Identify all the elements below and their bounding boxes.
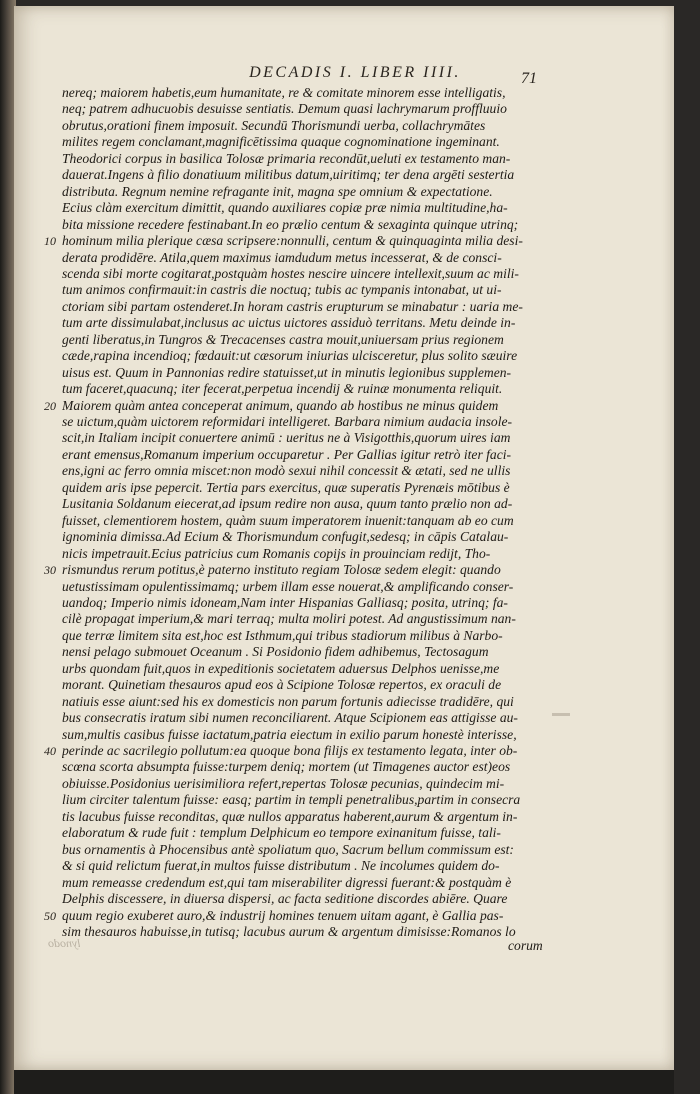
text-line: lium circiter talentum fuisse: easq; partim in templi penetralibus,partim in consecra: [62, 792, 521, 808]
bleed-through-text: lynodo: [48, 936, 81, 950]
text-line: & si quid relictum fuerat,in multos fuisse distributum . Ne incolumes quidem do-: [62, 858, 500, 874]
text-line: hominum milia plerique cæsa scripsere:nonnulli, centum & quinquaginta milia desi-: [62, 233, 523, 249]
text-line: scit,in Italiam incipit conuertere animū : ueritus ne à Visigotthis,quorum uires iam: [62, 430, 511, 446]
catchword: corum: [508, 938, 543, 953]
text-line: tum faceret,quacunq; iter fecerat,perpetua incendij & ruinæ monumenta reliquit.: [62, 381, 503, 397]
text-line: obiuisse.Posidonius uerisimiliora refert,repertas Tolosæ pecunias, quindecim mi-: [62, 775, 505, 791]
text-line: uetustissimam opulentissimamq; urbem illam esse nouerat,& amplificando conser-: [62, 578, 514, 594]
folio-number: 71: [521, 70, 537, 87]
text-line: ignominia dimissa.Ad Ecium & Thorismundum confugit,sedesq; in cāpis Catalau-: [62, 529, 509, 545]
margin-line-number: 40: [44, 744, 56, 758]
margin-line-number: 10: [44, 234, 56, 249]
margin-line-number: 50: [44, 908, 56, 923]
text-line: erant emensus,Romanum imperium occuparetur . Per Gallias igitur retrò iter faci-: [62, 446, 512, 462]
text-line: nensi pelago submouet Oceanum . Si Posidonio fidem adhibemus, Tectosagum: [62, 644, 489, 660]
text-line: cæde,rapina incendioq; fœdauit:ut cæsorum iniurias ulcisceretur, plus solito sæuire: [62, 348, 518, 364]
text-line: derata prodidēre. Atila,quem maximus iamdudum metus incesserat, & de consci-: [62, 249, 502, 265]
bleed-through-mark: [552, 713, 570, 716]
text-line: rismundus rerum potitus,è paterno instituto regiam Tolosæ sedem elegit: quando: [62, 562, 501, 578]
text-line: uisus est. Quum in Pannonias redire statuisset,ut in minutis legionibus supplemen-: [62, 364, 512, 380]
text-line: nicis impetrauit.Ecius patricius cum Romanis copijs in prouinciam redijt, Tho-: [62, 545, 491, 561]
text-line: sum,multis casibus fuisse iactatum,patria eiectum in exilio parum honestè interisse,: [62, 726, 517, 742]
text-line: perinde ac sacrilegio pollutum:ea quoque bona filijs ex testamento legata, inter ob-: [62, 743, 518, 758]
text-line: quidem aris ipse pepercit. Tertia pars exercitus, quæ superatis Pyrenæis mōtibus è: [62, 479, 510, 495]
text-line: milites regem conclamant,magnificētissima quaque cognominatione ingeminant.: [62, 134, 500, 150]
text-line: cilè propagat imperium,& mari terraq; multa moliri potest. Ad angustissimum nan-: [62, 611, 516, 627]
text-line: ens,igni ac ferro omnia miscet:non modò sexui nihil concessit & ætati, sed ne ullis: [62, 463, 511, 479]
text-line: quum regio exuberet auro,& industrij homines tenuem uitam agant, è Gallia pas-: [62, 907, 504, 923]
text-line: neq; patrem adhucuobis desuisse sentiatis. Demum quasi lachrymarum proffluuio: [62, 101, 507, 117]
text-line: tis lacubus fuisse reconditas, quæ nullos apparatus haberent,aurum & argentum in-: [62, 808, 518, 824]
text-line: scenda sibi morte cogitarat,postquàm hostes nescire uincere intellexit,suum ac mili-: [62, 265, 519, 281]
text-line: bus ornamentis à Phocensibus antè spoliatum quo, Sacrum bellum commissum est:: [62, 841, 514, 857]
text-line: tum arte dissimulabat,inclusus ac uictus uictores assiduò territans. Metu deinde in-: [62, 315, 516, 331]
text-line: tum animos confirmauit:in castris die noctuq; tubis ac tympanis intonabat, ut ui-: [62, 282, 502, 298]
margin-line-number: 20: [44, 398, 56, 413]
text-line: bita missione recedere festinabant.In eo prælio centum & sexaginta quinque utrinq;: [62, 216, 519, 232]
text-line: genti liberatus,in Tungros & Trecacenses castra mouit,uniuersam prius regionem: [62, 331, 504, 347]
text-line: ctoriam sibi partam ostenderet.In horam castris erupturum se minabatur : uaria me-: [62, 298, 523, 314]
text-line: Maiorem quàm antea conceperat animum, quando ab hostibus ne minus quidem: [62, 397, 499, 413]
text-line: bus consecratis iratum sibi numen reconciliarent. Atque Scipionem eas attigisse au-: [62, 710, 518, 726]
margin-line-number: 30: [44, 563, 56, 578]
text-line: Lusitania Soldanum eiecerat,ad ipsum redire non ausa, quum tanto prælio non ad-: [62, 496, 513, 512]
text-line: elaboratum & rude fuit : templum Delphicum eo tempore exinanitum fuisse, tali-: [62, 825, 501, 841]
text-line: se uictum,quàm uictorem reformidari intelligeret. Barbara nimium audacia insole-: [62, 414, 513, 429]
text-line: uandoq; Imperio nimis idoneam,Nam inter Hispanias Galliasq; posita, utrinq; fa-: [62, 594, 508, 610]
text-line: obrutus,orationi finem imposuit. Secundū Thorismundi uerba, collachrymātes: [62, 117, 486, 133]
text-line: morant. Quinetiam thesauros apud eos à Scipione Tolosæ repertos, ex oraculi de: [62, 677, 502, 693]
running-title: DECADIS I. LIBER IIII.: [249, 64, 461, 81]
text-line: distributa. Regnum nemine refragante init, magna spe omnium & expectatione.: [62, 183, 493, 199]
text-line: nereq; maiorem habetis,eum humanitate, re & comitate minorem esse intelligatis,: [62, 85, 506, 100]
text-line: Ecius clàm exercitum dimittit, quando auxiliares copiæ præ nimia multitudine,ha-: [62, 200, 508, 216]
text-line: scœna scorta absumpta fuisse:turpem deniq; mortem (ut Timagenes auctor est)eos: [62, 759, 511, 775]
text-line: que terræ limitem sita est,hoc est Isthmum,qui tribus stadiorum milibus à Narbo-: [62, 627, 503, 643]
text-line: natiuis esse aiunt:sed his ex domesticis non parum fortunis adiecisse tradidēre, qui: [62, 693, 514, 709]
text-line: urbs quondam fuit,quos in expeditionis societatem aduersus Delphos uenisse,me: [62, 660, 500, 676]
text-line: mum remeasse credendum est,qui tam miserabiliter digressi fuerant:& postquàm è: [62, 874, 512, 890]
text-line: fuisset, clementiorem hostem, quàm suum imperatorem inuenit:tanquam ab eo cum: [62, 512, 514, 528]
text-line: dauerat.Ingens à filio donatiuum militibus datum,uiritimq; ter dena argēti sestertia: [62, 167, 515, 183]
text-line: sim thesauros habuisse,in tutisq; lacubus aurum & argentum dimisisse:Romanos lo: [62, 923, 516, 939]
text-line: Theodorici corpus in basilica Tolosæ primaria recondūt,ueluti ex testamento man-: [62, 150, 511, 166]
page-bottom-shadow: [14, 1070, 674, 1094]
text-line: Delphis discessere, in diuersa dispersi, ac facta seditione discordes abiēre. Quare: [62, 891, 508, 907]
